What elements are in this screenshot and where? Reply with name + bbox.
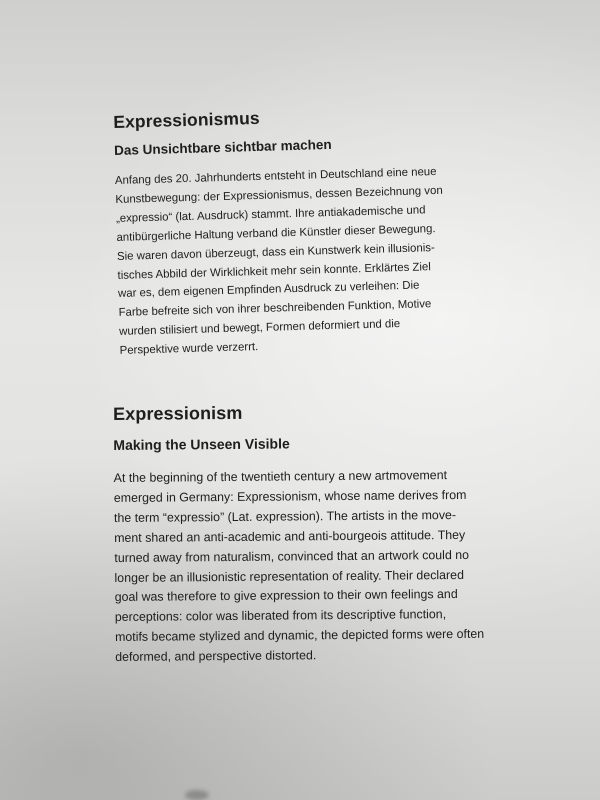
english-body-line: longer be an illusionistic representation of reality. Their declared	[114, 567, 464, 585]
english-body-line: perceptions: color was liberated from its descriptive function,	[114, 607, 447, 625]
english-body-line: goal was therefore to give expression to their own feelings and	[114, 587, 458, 605]
english-body-line: At the beginning of the twentieth century a new artmovement	[113, 468, 448, 485]
german-body-line: wurden stilisiert und bewegt, Formen deformiert und die	[118, 318, 401, 339]
german-body-line: Perspektive wurde verzerrt.	[119, 341, 259, 358]
english-body-line: ment shared an anti-academic and anti-bourgeois attitude. They	[114, 527, 466, 545]
german-subtitle: Das Unsichtbare sichtbar machen	[113, 136, 332, 158]
german-body	[115, 162, 480, 361]
english-section	[113, 401, 485, 668]
english-body-line: the term “expressio” (Lat. expression). The artists in the move-	[113, 507, 457, 525]
german-title: Expressionismus	[113, 107, 260, 132]
german-section	[113, 102, 480, 361]
german-body-line: war es, dem eigenen Empfinden Ausdruck zu verleihen: Die	[117, 279, 420, 301]
english-subtitle: Making the Unseen Visible	[113, 435, 290, 453]
english-body-line: motifs became stylized and dynamic, the depicted forms were often	[114, 627, 485, 645]
english-body-line: turned away from naturalism, convinced that an artwork could no	[114, 547, 470, 565]
german-body-line: „expressio“ (lat. Ausdruck) stammt. Ihre antiakademische und	[115, 204, 426, 225]
german-body-line: antibürgerliche Haltung verband die Künstler dieser Bewegung.	[116, 222, 436, 244]
german-body-line: tisches Abbild der Wirklichkeit mehr sein konnte. Erklärtes Ziel	[117, 260, 431, 282]
english-title: Expressionism	[113, 402, 243, 424]
german-body-line: Anfang des 20. Jahrhunderts entsteht in Deutschland eine neue	[114, 165, 437, 187]
german-body-line: Sie waren davon überzeugt, dass ein Kunstwerk kein illusionis-	[116, 241, 435, 263]
english-body	[113, 466, 485, 668]
german-body-line: Kunstbewegung: der Expressionismus, dessen Bezeichnung von	[115, 184, 443, 206]
german-body-line: Farbe befreite sich von ihrer beschreibenden Funktion, Motive	[118, 298, 432, 320]
wall-smudge	[185, 790, 209, 800]
english-body-line: emerged in Germany: Expressionism, whose name derives from	[113, 487, 467, 505]
english-body-line: deformed, and perspective distorted.	[115, 648, 317, 665]
